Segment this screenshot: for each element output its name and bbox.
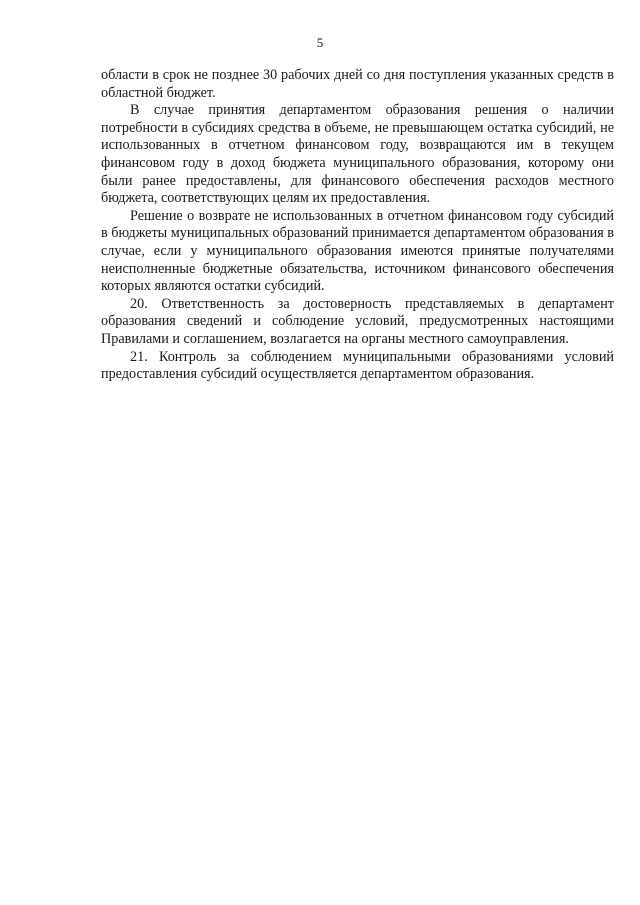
paragraph-item-21-control: 21. Контроль за соблюдением муниципальными образованиями условий предоставления субсидий осуществляется департаментом образования. [101,348,614,383]
paragraph-subsidy-return-need: В случае принятия департаментом образования решения о наличии потребности в субсидиях средства в объеме, не превышающем остатка субсидий, не использованных в отчетном финансовом году, возвращаются им в текущем финансовом году в доход бюджета муниципального образования, которому они были ранее предоставлены, для финансового обеспечения расходов местного бюджета, соответствующих целям их предоставления. [101,102,614,207]
paragraph-item-20-responsibility: 20. Ответственность за достоверность представляемых в департамент образования сведений и соблюдение условий, предусмотренных настоящими Правилами и соглашением, возлагается на органы местного самоуправления. [101,295,614,347]
paragraph-return-decision: Решение о возврате не использованных в отчетном финансовом году субсидий в бюджеты муниципальных образований принимается департаментом образования в случае, если у муниципального образования имеются принятые получателями неисполненные бюджетные обязательства, источником финансового обеспечения которых являются остатки субсидий. [101,207,614,295]
paragraph-continuation: области в срок не позднее 30 рабочих дней со дня поступления указанных средств в областной бюджет. [101,67,614,101]
document-body [101,67,614,384]
page-number: 5 [316,35,324,50]
